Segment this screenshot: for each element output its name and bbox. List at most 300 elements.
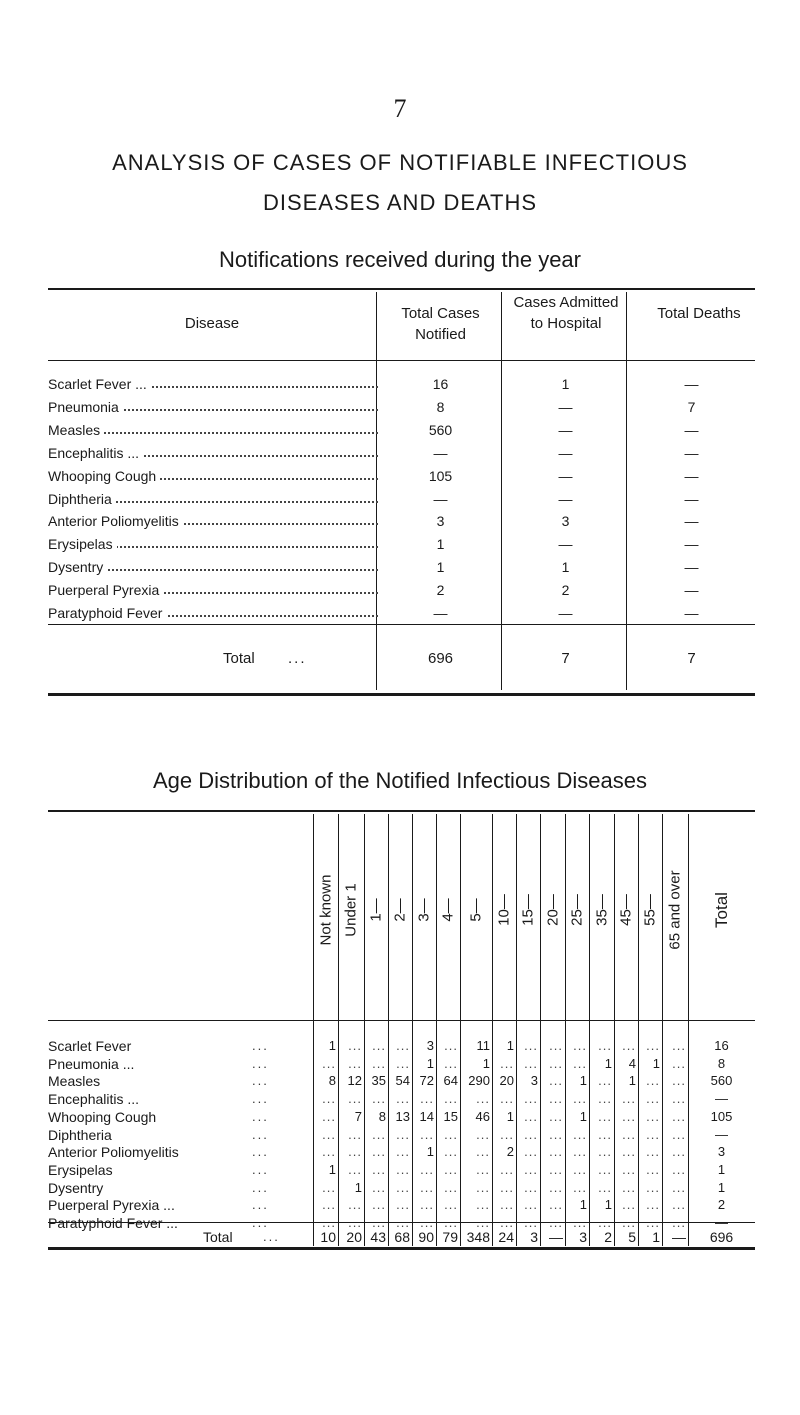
age-cell-value: 54: [395, 1073, 410, 1089]
leader-dots: ...: [252, 1073, 269, 1089]
age-cell-value: 1: [328, 1161, 336, 1177]
age-total-cell: 79: [442, 1229, 458, 1245]
table-row: [48, 1109, 755, 1127]
age-cell: [662, 1056, 688, 1071]
empty-dots: ...: [500, 1215, 514, 1230]
age-column-header: [388, 810, 412, 1015]
empty-dots: ...: [476, 1126, 490, 1142]
age-cell: [614, 1127, 638, 1142]
empty-dots: ...: [396, 1197, 410, 1213]
empty-dots: ...: [573, 1038, 587, 1053]
empty-dots: ...: [524, 1197, 538, 1213]
empty-dots: ...: [372, 1161, 386, 1177]
age-cell: [662, 1038, 688, 1053]
age-cell-value: 1: [579, 1073, 587, 1089]
age-cell: [540, 1215, 565, 1230]
leader-dots: ...: [252, 1179, 269, 1195]
disease-name: Erysipelas: [48, 1161, 113, 1178]
age-cell: [492, 1109, 516, 1124]
empty-dots: ...: [322, 1197, 336, 1213]
age-column-header: [492, 810, 516, 1015]
age-cell: [662, 1180, 688, 1195]
age-cell: [388, 1056, 412, 1071]
disease-name: [48, 491, 378, 507]
age-column-header-text: 5—: [467, 898, 485, 922]
empty-dots: ...: [476, 1197, 490, 1213]
empty-dots: ...: [573, 1144, 587, 1160]
cases-admitted: —: [558, 536, 573, 553]
age-cell: [662, 1073, 688, 1088]
notifications-subtitle: Notifications received during the year: [219, 247, 581, 272]
total-label: Total: [223, 650, 255, 667]
age-cell: [492, 1073, 516, 1088]
table-row: [48, 1073, 755, 1091]
table-bottom-rule: [48, 693, 755, 696]
age-cell: [338, 1091, 364, 1106]
age-total-cell: 90: [418, 1229, 434, 1245]
disease-name: [48, 582, 378, 598]
empty-dots: ...: [348, 1091, 362, 1107]
age-cell: [412, 1038, 436, 1053]
disease-name: [48, 445, 378, 461]
cases-notified: 16: [432, 376, 449, 392]
age-cell-value: 8: [378, 1108, 386, 1124]
age-cell: [589, 1109, 614, 1124]
age-cell: [638, 1215, 662, 1230]
empty-dots: ...: [372, 1215, 386, 1230]
age-cell: [460, 1127, 492, 1142]
empty-dots: ...: [524, 1161, 538, 1177]
age-cell: [313, 1109, 338, 1124]
age-cell: [638, 1127, 662, 1142]
cases-admitted: 3: [561, 513, 570, 530]
age-total-cell: 3: [530, 1229, 538, 1245]
empty-dots: ...: [396, 1144, 410, 1160]
age-cell: [492, 1038, 516, 1053]
empty-dots: ...: [573, 1215, 587, 1230]
age-cell-value: —: [715, 1091, 728, 1107]
age-column-header: [460, 810, 492, 1015]
empty-dots: ...: [549, 1038, 563, 1053]
empty-dots: ...: [524, 1055, 538, 1071]
empty-dots: ...: [500, 1055, 514, 1071]
cases-admitted: —: [558, 444, 573, 461]
empty-dots: ...: [598, 1038, 612, 1053]
empty-dots: ...: [646, 1161, 660, 1177]
table-row: [48, 1091, 755, 1109]
age-column-header-text: 4—: [439, 898, 457, 922]
disease-name: [48, 536, 378, 552]
age-cell: [565, 1215, 589, 1230]
table-row: [48, 605, 755, 623]
empty-dots: ...: [420, 1215, 434, 1230]
cases-notified: 105: [428, 467, 453, 484]
age-cell-value: 1: [354, 1179, 362, 1195]
age-cell: [688, 1109, 755, 1124]
total-deaths-cell: —: [684, 513, 699, 530]
age-cell: [540, 1162, 565, 1177]
empty-dots: ...: [444, 1215, 458, 1230]
empty-dots: ...: [372, 1179, 386, 1195]
age-cell: [638, 1180, 662, 1195]
empty-dots: ...: [420, 1161, 434, 1177]
age-distribution-title: Age Distribution of the Notified Infectious Diseases: [152, 768, 648, 793]
empty-dots: ...: [476, 1091, 490, 1107]
age-cell: [638, 1056, 662, 1071]
age-cell-value: 3: [426, 1038, 434, 1053]
leader-dots: ...: [252, 1091, 269, 1107]
age-cell-value: 2: [506, 1144, 514, 1160]
age-cell: [412, 1091, 436, 1106]
age-cell: [364, 1038, 388, 1053]
age-cell: [614, 1215, 638, 1230]
age-cell: [614, 1091, 638, 1106]
age-cell: [338, 1127, 364, 1142]
empty-dots: ...: [549, 1091, 563, 1107]
empty-dots: ...: [396, 1179, 410, 1195]
table-row: [48, 1038, 755, 1056]
age-cell-value: 1: [717, 1179, 726, 1195]
age-cell: [662, 1197, 688, 1212]
empty-dots: ...: [476, 1144, 490, 1160]
empty-dots: ...: [524, 1038, 538, 1053]
age-column-header-text: 35—: [593, 894, 610, 926]
age-cell: [688, 1215, 755, 1230]
age-cell: [516, 1162, 540, 1177]
empty-dots: ...: [672, 1126, 686, 1142]
empty-dots: ...: [500, 1179, 514, 1195]
cases-admitted: —: [558, 605, 573, 621]
age-table-bottom-rule: [48, 1247, 755, 1250]
empty-dots: ...: [622, 1108, 636, 1124]
empty-dots: ...: [348, 1126, 362, 1142]
age-cell: [516, 1127, 540, 1142]
age-cell: [540, 1180, 565, 1195]
age-cell: [565, 1127, 589, 1142]
disease-name: [48, 399, 378, 415]
empty-dots: ...: [646, 1179, 660, 1195]
age-cell: [492, 1091, 516, 1106]
empty-dots: ...: [646, 1126, 660, 1142]
empty-dots: ...: [476, 1215, 490, 1230]
age-cell: [412, 1162, 436, 1177]
age-cell: [460, 1215, 492, 1230]
age-column-header-text: 2—: [391, 898, 409, 922]
age-column-header-text: 10—: [495, 894, 513, 926]
empty-dots: ...: [646, 1091, 660, 1107]
age-cell: [412, 1197, 436, 1212]
age-cell-value: 1: [604, 1055, 612, 1071]
table-row: [48, 559, 755, 577]
age-column-header: [516, 810, 540, 1015]
age-cell: [516, 1109, 540, 1124]
total-notified: 696: [427, 650, 454, 667]
age-cell: [688, 1144, 755, 1159]
empty-dots: ...: [573, 1161, 587, 1177]
cases-admitted: —: [558, 421, 573, 438]
age-cell-value: 2: [717, 1197, 726, 1213]
age-cell: [516, 1091, 540, 1106]
empty-dots: ...: [622, 1091, 636, 1107]
empty-dots: ...: [598, 1179, 612, 1195]
age-cell: [492, 1215, 516, 1230]
age-column-header-text: 65 and over: [666, 870, 684, 950]
age-cell: [388, 1073, 412, 1088]
age-cell: [662, 1109, 688, 1124]
total-deaths-cell: —: [684, 467, 699, 484]
age-cell: [364, 1127, 388, 1142]
age-cell: [638, 1091, 662, 1106]
cases-notified: —: [433, 444, 448, 461]
cases-notified: 1: [436, 559, 445, 576]
age-column-header: [565, 810, 589, 1015]
empty-dots: ...: [420, 1091, 434, 1107]
empty-dots: ...: [598, 1073, 612, 1089]
age-cell: [688, 1056, 755, 1071]
empty-dots: ...: [348, 1038, 362, 1053]
table-row: [48, 491, 755, 509]
disease-name-text: Encephalitis ...: [48, 445, 143, 461]
age-cell: [614, 1180, 638, 1195]
age-cell: [436, 1091, 460, 1106]
age-total-cell: 43: [370, 1229, 386, 1245]
age-cell: [364, 1162, 388, 1177]
disease-name: [48, 605, 378, 621]
total-deaths-cell: 7: [687, 398, 696, 415]
age-cell-value: 15: [443, 1108, 458, 1124]
empty-dots: ...: [524, 1179, 538, 1195]
empty-dots: ...: [549, 1215, 563, 1230]
cases-notified: 1: [436, 536, 445, 553]
age-cell-value: 12: [347, 1073, 362, 1089]
empty-dots: ...: [646, 1073, 660, 1089]
age-cell: [364, 1144, 388, 1159]
age-cell: [662, 1127, 688, 1142]
age-column-header: [662, 810, 688, 1015]
table-row: [48, 1180, 755, 1198]
total-deaths-cell: —: [684, 582, 699, 599]
disease-name-text: Dysentry: [48, 559, 107, 575]
age-cell-value: —: [715, 1126, 728, 1142]
header-bottom-rule: [48, 360, 755, 361]
leader-dots: ...: [252, 1126, 269, 1142]
age-cell: [313, 1127, 338, 1142]
age-cell: [638, 1038, 662, 1053]
age-cell: [614, 1038, 638, 1053]
age-cell-value: 7: [354, 1108, 362, 1124]
empty-dots: ...: [348, 1161, 362, 1177]
age-column-header-text: 1—: [367, 898, 385, 922]
age-cell: [540, 1091, 565, 1106]
empty-dots: ...: [549, 1161, 563, 1177]
age-cell-value: 1: [717, 1161, 726, 1177]
age-cell: [313, 1056, 338, 1071]
age-column-header: [589, 810, 614, 1015]
age-column-header: [364, 810, 388, 1015]
age-cell: [412, 1073, 436, 1088]
age-cell: [388, 1127, 412, 1142]
disease-name-text: Puerperal Pyrexia: [48, 582, 163, 598]
age-cell: [460, 1144, 492, 1159]
disease-name-text: Measles: [48, 422, 104, 438]
empty-dots: ...: [622, 1038, 636, 1053]
age-cell: [388, 1197, 412, 1212]
age-cell: [492, 1127, 516, 1142]
age-cell: [313, 1038, 338, 1053]
age-cell: [460, 1073, 492, 1088]
total-deaths-cell: —: [684, 444, 699, 461]
age-cell: [565, 1109, 589, 1124]
total-deaths-cell: —: [684, 421, 699, 438]
age-column-header: [313, 810, 338, 1015]
empty-dots: ...: [524, 1215, 538, 1230]
empty-dots: ...: [646, 1038, 660, 1053]
age-cell: [614, 1144, 638, 1159]
empty-dots: ...: [500, 1197, 514, 1213]
total-leader-dots: ...: [288, 650, 307, 667]
empty-dots: ...: [372, 1144, 386, 1160]
age-cell: [412, 1127, 436, 1142]
empty-dots: ...: [322, 1215, 336, 1230]
empty-dots: ...: [396, 1215, 410, 1230]
empty-dots: ...: [444, 1038, 458, 1053]
age-cell-value: 1: [628, 1073, 636, 1089]
age-cell: [540, 1197, 565, 1212]
age-cell: [313, 1215, 338, 1230]
table-row: [48, 1056, 755, 1074]
age-cell: [313, 1197, 338, 1212]
age-cell: [540, 1127, 565, 1142]
age-cell: [516, 1180, 540, 1195]
total-deaths-cell: —: [684, 605, 699, 621]
age-cell: [364, 1109, 388, 1124]
empty-dots: ...: [322, 1179, 336, 1195]
age-column-header-text: Under 1: [342, 883, 360, 937]
age-cell: [662, 1162, 688, 1177]
age-cell: [565, 1056, 589, 1071]
table-row: [48, 1197, 755, 1215]
age-cell: [388, 1180, 412, 1195]
empty-dots: ...: [672, 1038, 686, 1053]
age-cell: [364, 1197, 388, 1212]
age-cell: [436, 1162, 460, 1177]
age-cell-value: 16: [714, 1038, 729, 1053]
empty-dots: ...: [622, 1126, 636, 1142]
empty-dots: ...: [500, 1091, 514, 1107]
age-total-cell: 1: [652, 1229, 660, 1245]
age-cell: [313, 1073, 338, 1088]
empty-dots: ...: [444, 1055, 458, 1071]
empty-dots: ...: [646, 1144, 660, 1160]
empty-dots: ...: [500, 1126, 514, 1142]
age-column-header: [688, 810, 755, 1015]
age-cell: [388, 1109, 412, 1124]
age-cell: [436, 1109, 460, 1124]
disease-name: Anterior Poliomyelitis: [48, 1144, 179, 1161]
page-title-line-2: DISEASES AND DEATHS: [262, 190, 538, 215]
age-cell-value: 14: [419, 1108, 434, 1124]
age-cell: [364, 1091, 388, 1106]
age-cell: [412, 1144, 436, 1159]
age-cell: [364, 1056, 388, 1071]
age-cell-value: 11: [476, 1038, 490, 1053]
age-column-header: [412, 810, 436, 1015]
empty-dots: ...: [348, 1215, 362, 1230]
age-cell: [460, 1056, 492, 1071]
cases-admitted: 1: [561, 559, 570, 576]
age-cell: [338, 1197, 364, 1212]
age-cell-value: 560: [710, 1073, 733, 1089]
age-cell: [614, 1109, 638, 1124]
empty-dots: ...: [524, 1144, 538, 1160]
age-cell: [614, 1056, 638, 1071]
age-cell-value: 13: [395, 1108, 410, 1124]
age-cell: [638, 1073, 662, 1088]
table-row: [48, 536, 755, 554]
age-cell: [540, 1038, 565, 1053]
age-cell: [338, 1109, 364, 1124]
age-cell: [589, 1056, 614, 1071]
age-cell: [412, 1180, 436, 1195]
age-cell: [688, 1073, 755, 1088]
age-cell-value: 8: [717, 1055, 726, 1071]
empty-dots: ...: [598, 1161, 612, 1177]
empty-dots: ...: [672, 1108, 686, 1124]
empty-dots: ...: [646, 1215, 660, 1230]
age-column-header: [614, 810, 638, 1015]
age-total-cell: 68: [394, 1229, 410, 1245]
age-cell: [492, 1162, 516, 1177]
empty-dots: ...: [573, 1126, 587, 1142]
age-total-cell: 10: [320, 1229, 336, 1245]
age-cell: [460, 1197, 492, 1212]
header-total-cases: Total Cases Notified: [401, 305, 480, 343]
age-cell: [338, 1144, 364, 1159]
empty-dots: ...: [549, 1073, 563, 1089]
cases-notified: 560: [428, 421, 453, 438]
empty-dots: ...: [524, 1091, 538, 1107]
empty-dots: ...: [396, 1055, 410, 1071]
age-total-row: [48, 1229, 755, 1247]
age-cell: [364, 1073, 388, 1088]
age-total-cell: 3: [579, 1229, 587, 1245]
age-column-header-text: 15—: [519, 894, 537, 926]
age-cell: [460, 1162, 492, 1177]
age-cell-value: 1: [426, 1144, 434, 1160]
disease-name-text: Anterior Poliomyelitis: [48, 513, 183, 529]
age-cell: [412, 1215, 436, 1230]
leader-dots: ...: [252, 1215, 269, 1230]
age-cell: [540, 1109, 565, 1124]
disease-name: Measles: [48, 1073, 101, 1090]
empty-dots: ...: [672, 1144, 686, 1160]
age-total-cell: 2: [604, 1229, 612, 1245]
empty-dots: ...: [444, 1144, 458, 1160]
age-cell-value: 1: [426, 1055, 434, 1071]
empty-dots: ...: [672, 1055, 686, 1071]
age-cell: [589, 1215, 614, 1230]
empty-dots: ...: [672, 1179, 686, 1195]
age-column-header-text: Total: [711, 892, 731, 928]
age-column-header-text: 3—: [415, 898, 433, 922]
empty-dots: ...: [549, 1055, 563, 1071]
age-cell: [688, 1038, 755, 1053]
age-cell-value: 1: [482, 1055, 490, 1071]
age-total-label: [203, 1229, 233, 1245]
age-column-header: [540, 810, 565, 1015]
age-cell: [638, 1144, 662, 1159]
empty-dots: ...: [500, 1161, 514, 1177]
